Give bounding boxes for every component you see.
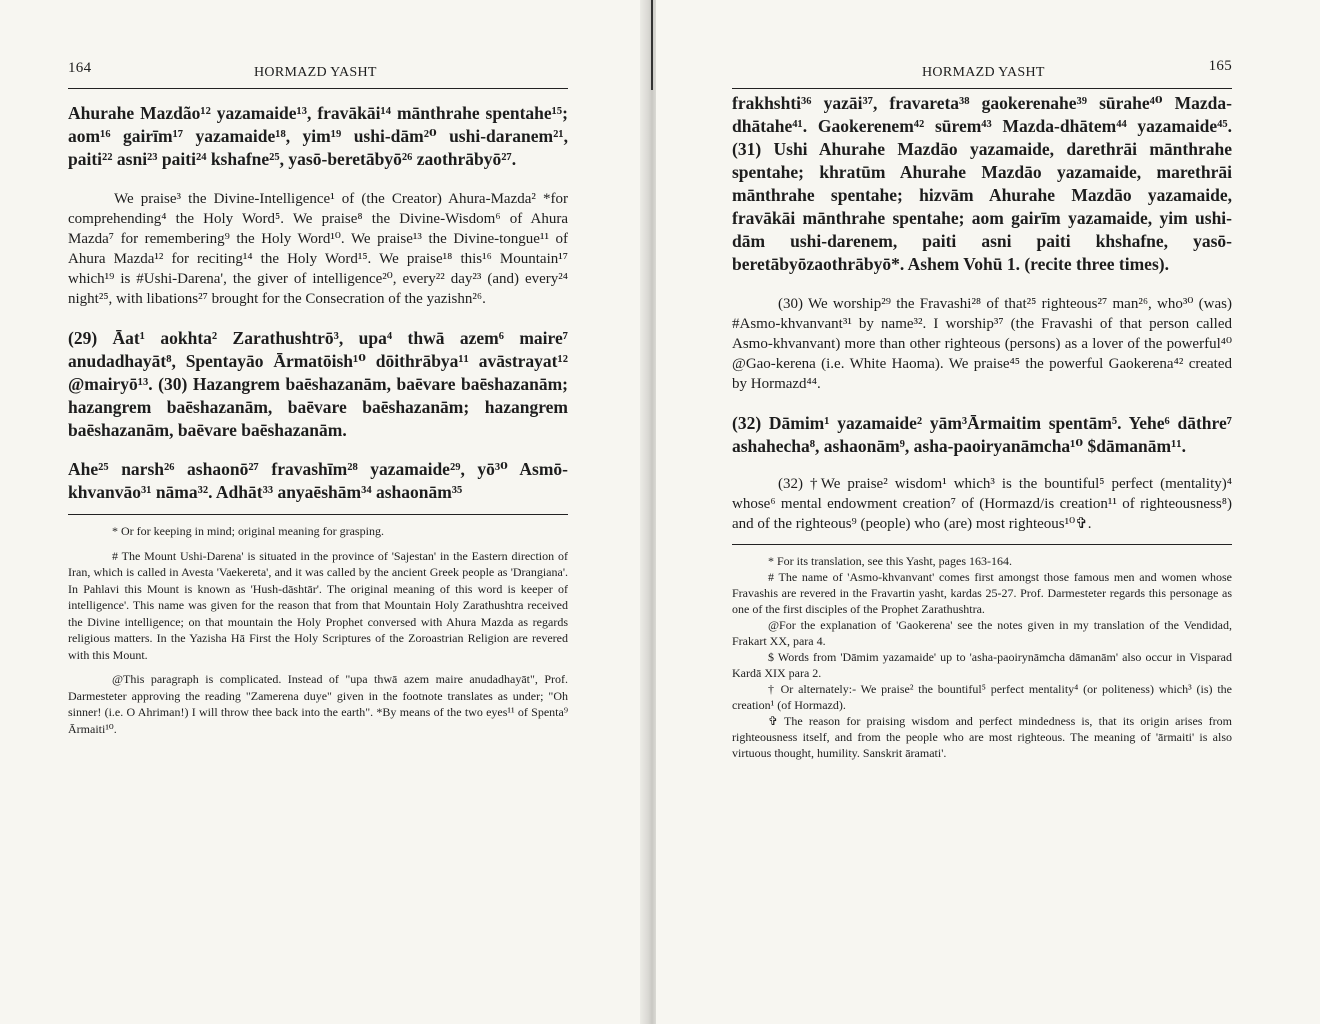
footnote: * Or for keeping in mind; original meaning for grasping. <box>112 524 384 538</box>
footnote: $ Words from 'Dāmim yazamaide' up to 'asha-paoirynāmcha dāmanām' also occur in Visparad Kardā XIX para 2. <box>732 650 1232 680</box>
footnote: * For its translation, see this Yasht, pages 163-164. <box>768 554 1012 568</box>
translation-paragraph: (32) †We praise² wisdom¹ which³ is the bountiful⁵ perfect (mentality)⁴ whose⁶ mental endowment creation⁷ of (Hormazd/is creation¹¹ of righteousness⁸) and of the righteous⁹ (people) who (are) most righteous¹⁰✞. <box>732 476 1232 532</box>
footnote: † Or alternately:- We praise² the bountiful⁵ perfect mentality⁴ (or politeness) which³ (is) the creation¹ (of Hormazd). <box>732 682 1232 712</box>
left-text-column <box>68 102 568 737</box>
avesta-paragraph: Ahurahe Mazdão¹² yazamaide¹³, fravākāi¹⁴ mānthrahe spentahe¹⁵; aom¹⁶ gairīm¹⁷ yazamaide¹⁸, yim¹⁹ ushi-dām²⁰ ushi-daranem²¹, paiti²² asni²³ paiti²⁴ kshafne²⁵, yasō-beretābyō²⁶ zaothrābyō²⁷. <box>68 103 568 169</box>
page-number-left: 164 <box>68 60 92 76</box>
running-head-left <box>68 56 568 89</box>
footnote: ✞ The reason for praising wisdom and perfect mindedness is, that its origin arises from righteousness itself, and from the people who are most righteous. The meaning of 'ārmaiti' is also virtuous thought, humility. Sanskrit āramati'. <box>732 714 1232 760</box>
footnote: # The Mount Ushi-Darena' is situated in the province of 'Sajestan' in the Eastern direction of Iran, which is called in Avesta 'Vaekereta', and it was called by the ancient Greek people as 'Drangiana'. In Pahlavi this Mount is known as 'Hush-dāshtār'. The original meaning of this word is keeper of intelligence'. This name was given for the reason that from that Mountain Holy Zarathushtra received the Divine intelligence; on that mountain the Holy Prophet conversed with Ahura Mazda as regards religious matters. In the Yazisha Hā First the Holy Scriptures of the Zoroastrian Religion are revered with this Mount. <box>68 548 568 662</box>
gutter-mark <box>651 0 653 90</box>
page-number-right: 165 <box>1208 58 1232 74</box>
footnote-divider <box>732 544 1232 545</box>
right-text-column <box>732 92 1232 761</box>
left-page <box>0 0 648 1024</box>
running-head-right <box>732 56 1232 89</box>
running-head-title-left: HORMAZD YASHT <box>254 65 377 80</box>
avesta-paragraph: Ahe²⁵ narsh²⁶ ashaonō²⁷ fravashīm²⁸ yazamaide²⁹, yō³⁰ Asmō-khvanvāo³¹ nāma³². Adhāt³³ anyaēshām³⁴ ashaonām³⁵ <box>68 459 568 502</box>
running-head-title-right: HORMAZD YASHT <box>922 65 1045 80</box>
translation-paragraph: (30) We worship²⁹ the Fravashi²⁸ of that²⁵ righteous²⁷ man²⁶, who³⁰ (was) #Asmo-khvanvant³¹ by name³². I worship³⁷ (the Fravashi of that person called Asmo-khvanvant) more than other righteous (persons) as a lover of the powerful⁴⁰ @Gao-kerena (i.e. White Haoma). We praise⁴⁵ the powerful Gaokerena⁴² created by Hormazd⁴⁴. <box>732 296 1232 392</box>
footnote: @This paragraph is complicated. Instead of "upa thwā azem maire anudadhayāt", Prof. Darmesteter approving the reading "Zamerena duye" given in the footnote translates as under; "Oh sinner! (i.e. O Ahriman!) I will throw thee back into the earth". *By means of the two eyes¹¹ of Spenta⁹ Ārmaiti¹⁰. <box>68 672 568 736</box>
avesta-paragraph: frakhshti³⁶ yazāi³⁷, fravareta³⁸ gaokerenahe³⁹ sūrahe⁴⁰ Mazda-dhātahe⁴¹. Gaokerenem⁴² sūrem⁴³ Mazda-dhātem⁴⁴ yazamaide⁴⁵. (31) Ushi Ahurahe Mazdāo yazamaide, darethrāi mānthrahe spentahe; khratūm Ahurahe Mazdāo yazamaide, marethrāi mānthrahe spentahe; hizvām Ahurahe Mazdāo yazamaide, fravākāi mānthrahe spentahe; aom gairīm yazamaide, yim ushi-dām ushi-darenem, paiti asni paiti khshafne, yasō-beretābyōzaothrābyō*. Ashem Vohū 1. (recite three times). <box>732 93 1232 274</box>
avesta-paragraph: (29) Āat¹ aokhta² Zarathushtrō³, upa⁴ thwā azem⁶ maire⁷ anudadhayāt⁸, Spentayāo Ārmatōish¹⁰ dōithrābya¹¹ avāstrayat¹² @mairyō¹³. (30) Hazangrem baēshazanām, baēvare baēshazanām; hazangrem baēshazanām, baēvare baēshazanām; hazangrem baēshazanām, baēvare baēshazanām. <box>68 328 568 440</box>
footnote: @For the explanation of 'Gaokerena' see the notes given in my translation of the Vendidad, Frakart XX, para 4. <box>732 618 1232 648</box>
footnote-divider <box>68 514 568 515</box>
right-page <box>656 0 1320 1024</box>
avesta-paragraph: (32) Dāmim¹ yazamaide² yām³Ārmaitim spentām⁵. Yehe⁶ dāthre⁷ ashahecha⁸, ashaonām⁹, asha-paoiryanāmcha¹⁰ $dāmanām¹¹. <box>732 413 1232 456</box>
translation-paragraph: We praise³ the Divine-Intelligence¹ of (the Creator) Ahura-Mazda² *for comprehending⁴ the Holy Word⁵. We praise⁸ the Divine-Wisdom⁶ of Ahura Mazda⁷ for remembering⁹ the Holy Word¹⁰. We praise¹³ the Divine-tongue¹¹ of Ahura Mazda¹² for reciting¹⁴ the Holy Word¹⁵. We praise¹⁸ this¹⁶ Mountain¹⁷ which¹⁹ is #Ushi-Darena', the giver of intelligence²⁰, every²² day²³ (and) every²⁴ night²⁵, with libations²⁷ brought for the Consecration of the yazishn²⁶. <box>68 191 568 307</box>
footnote: # The name of 'Asmo-khvanvant' comes first amongst those famous men and women whose Fravashis are revered in the Fravartin yasht, kardas 25-27. Prof. Darmesteter regards this personage as one of the first disciples of the Prophet Zarathushtra. <box>732 570 1232 616</box>
